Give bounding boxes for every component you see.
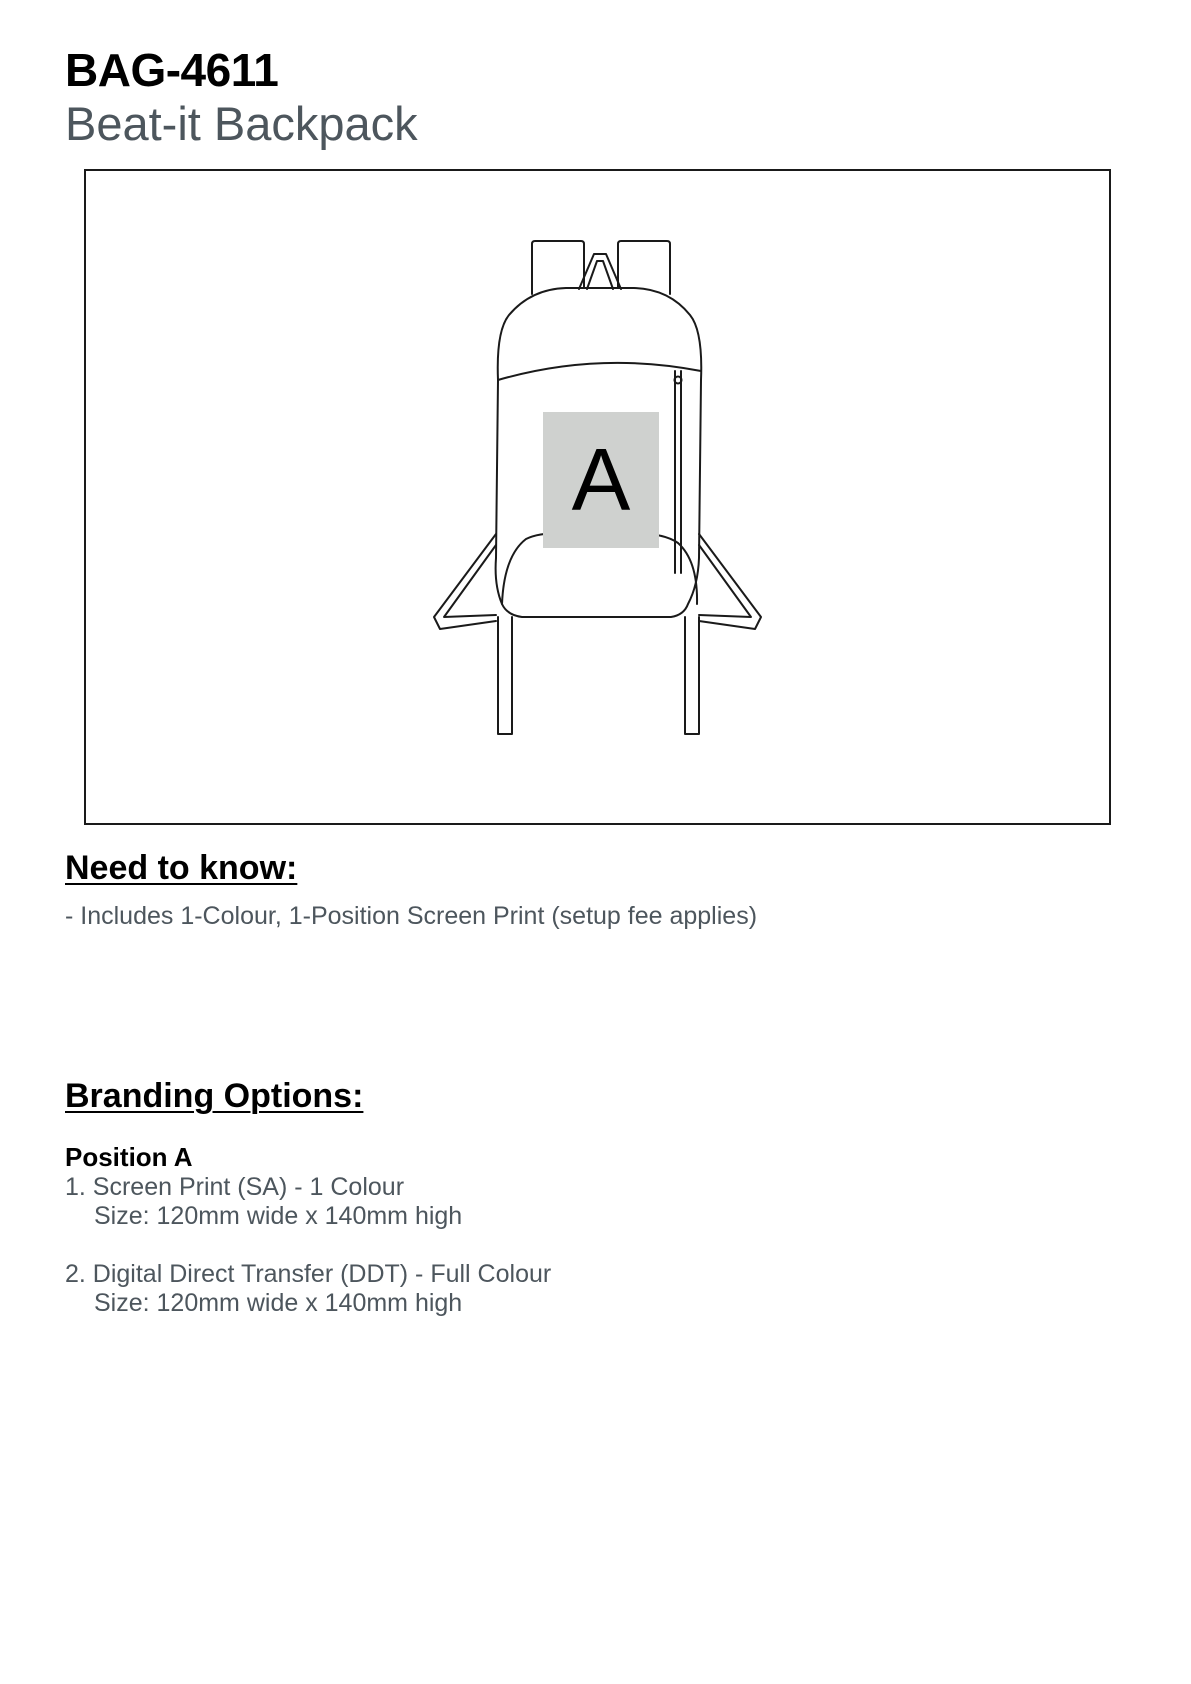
branding-options-heading: Branding Options:: [65, 1077, 364, 1115]
print-area-a: [543, 412, 659, 548]
product-name: Beat-it Backpack: [65, 97, 418, 150]
product-code: BAG-4611: [65, 44, 279, 96]
branding-option-size: Size: 120mm wide x 140mm high: [94, 1202, 463, 1230]
need-to-know-item: - Includes 1-Colour, 1-Position Screen Print (setup fee applies): [65, 902, 758, 930]
product-illustration-frame: [84, 169, 1111, 825]
branding-option-size: Size: 120mm wide x 140mm high: [94, 1289, 463, 1317]
branding-option-name: 2. Digital Direct Transfer (DDT) - Full Colour: [65, 1260, 552, 1288]
need-to-know-heading: Need to know:: [65, 849, 298, 887]
print-area-label: A: [571, 430, 631, 529]
branding-option-name: 1. Screen Print (SA) - 1 Colour: [65, 1173, 405, 1201]
position-a-heading: Position A: [65, 1142, 193, 1172]
